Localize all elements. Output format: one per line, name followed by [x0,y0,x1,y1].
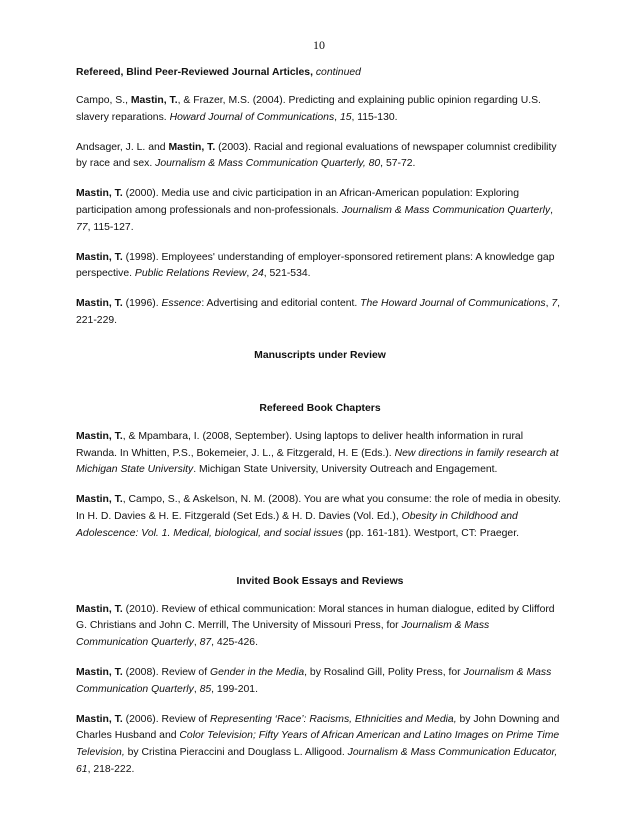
citation-entry: Mastin, T. (2008). Review of Gender in the Media, by Rosalind Gill, Polity Press, for Journalism & Mass Communication Quarterly, 85, 199-201. [76,666,552,695]
citation-entry: Mastin, T. (2006). Review of Representing ‘Race’: Racisms, Ethnicities and Media, by John Downing and Charles Husband and Color Television; Fifty Years of African American and Latino Images on Prime Time Television, by Cristina Pieraccini and Douglass L. Alligood. Journalism & Mass Communication Educator, 61, 218-222. [76,713,560,775]
section-heading-book-chapters: Refereed Book Chapters [259,402,381,414]
citation-entry: Mastin, T., & Mpambara, I. (2008, September). Using laptops to deliver health information in rural Rwanda. In Whitten, P.S., Bokemeier, J. L., & Fitzgerald, H. E (Eds.). New directions in family research at Michigan State University. Michigan State University, University Outreach and Engagement. [76,430,559,476]
section-heading-journal-articles: Refereed, Blind Peer-Reviewed Journal Articles, continued [76,67,361,78]
section-heading-manuscripts: Manuscripts under Review [254,349,386,361]
citation-entry: Mastin, T. (1998). Employees' understanding of employer-sponsored retirement plans: A knowledge gap perspective. Public Relations Review, 24, 521-534. [76,251,555,280]
citation-entry: Mastin, T. (1996). Essence: Advertising and editorial content. The Howard Journal of Communications, 7, 221-229. [76,298,561,326]
citation-entry: Mastin, T. (2010). Review of ethical communication: Moral stances in human dialogue, edited by Clifford G. Christians and John C. Merrill, The University of Missouri Press, for Journalism & Mass Communication Quarterly, 87, 425-426. [76,603,555,649]
citation-entry: Campo, S., Mastin, T., & Frazer, M.S. (2004). Predicting and explaining public opinion regarding U.S. slavery reparations. Howard Journal of Communications, 15, 115-130. [76,95,541,123]
citation-entry: Mastin, T. (2000). Media use and civic participation in an African-American population: Exploring participation among professionals and non-professionals. Journalism & Mass Communication Quarterly, 77, 115-127. [76,188,554,233]
citation-entry: Andsager, J. L. and Mastin, T. (2003). Racial and regional evaluations of newspaper columnist credibility by race and sex. Journalism & Mass Communication Quarterly, 80, 57-72. [76,141,557,170]
page-content [76,64,564,779]
section-heading-book-reviews: Invited Book Essays and Reviews [236,575,404,587]
page-number: 10 [313,38,325,52]
citation-entry: Mastin, T., Campo, S., & Askelson, N. M. (2008). You are what you consume: the role of media in obesity. In H. D. Davies & H. E. Fitzgerald (Set Eds.) & H. D. Davies (Vol. Ed.), Obesity in Childhood and Adolescence: Vol. 1. Medical, biological, and social issues (pp. 161-181). Westport, CT: Praeger. [76,494,561,539]
